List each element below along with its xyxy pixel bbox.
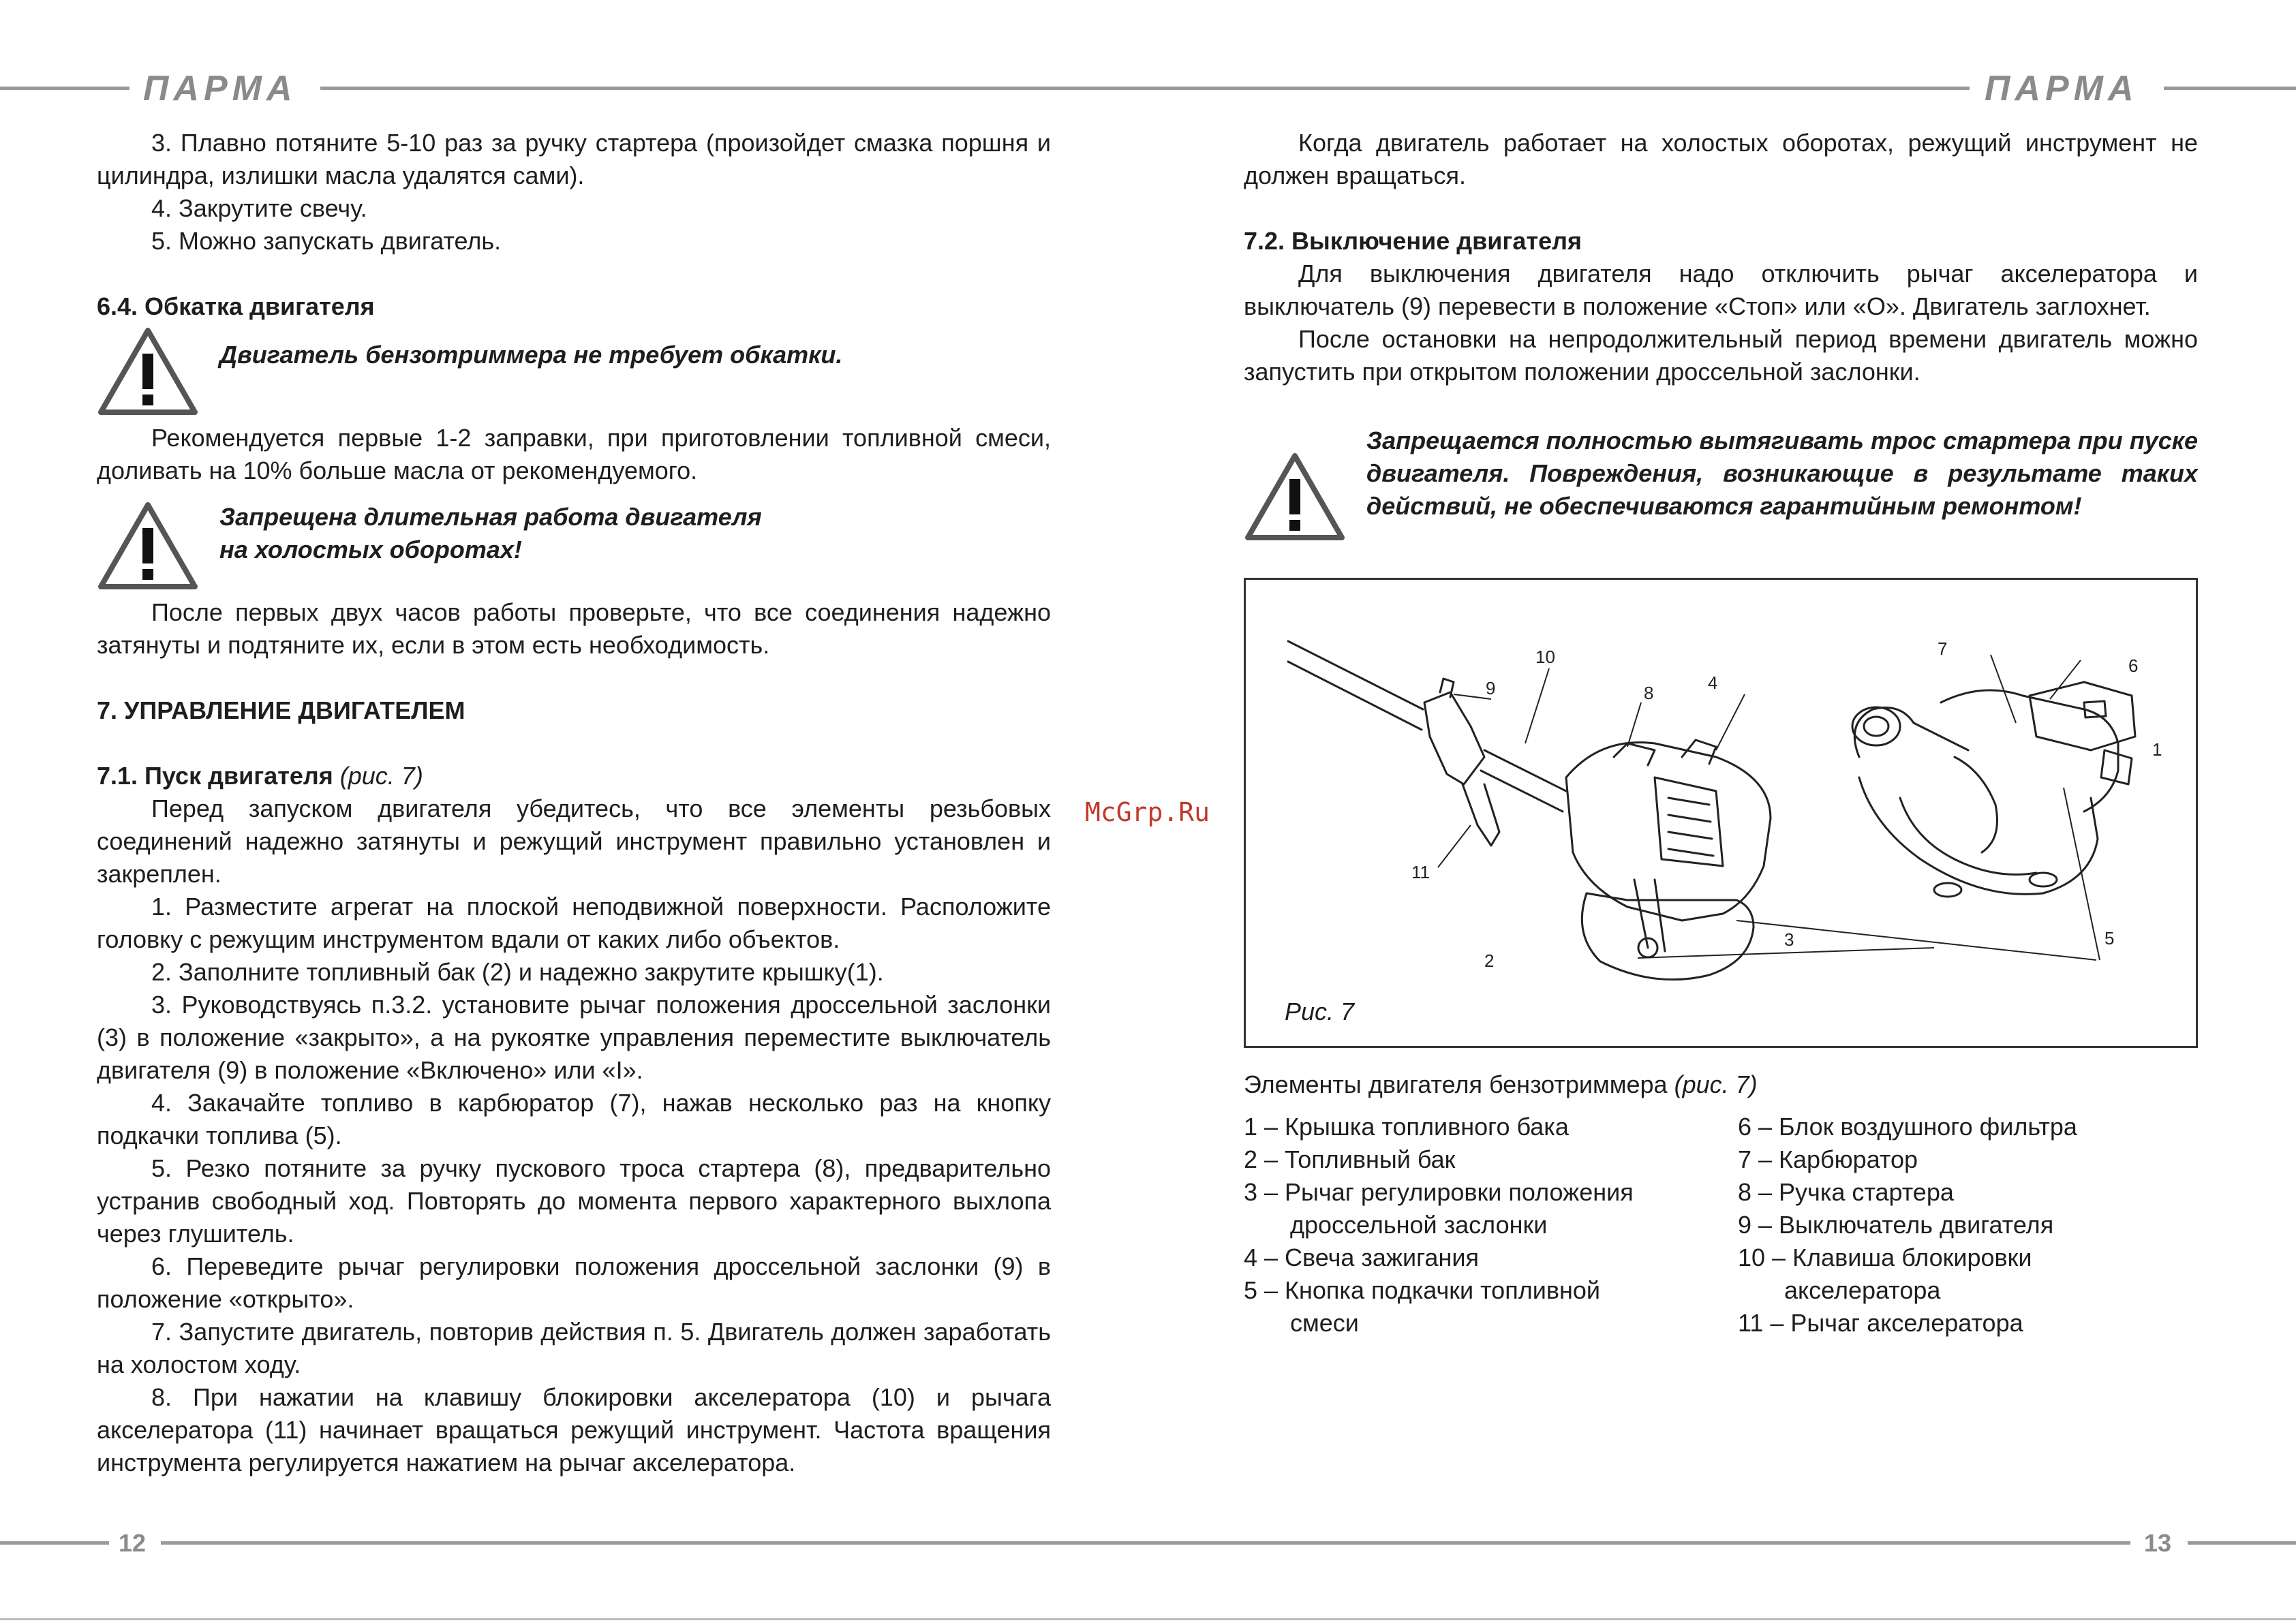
engine-diagram xyxy=(1246,580,2196,1046)
callout-9: 9 xyxy=(1486,678,1496,698)
figure-7 xyxy=(1244,578,2198,1048)
paragraph: Рекомендуется первые 1-2 заправки, при приготовлении топливной смеси, доливать на 10% больше масла от рекомендуемого. xyxy=(97,424,1051,484)
step-3: 3. Руководствуясь п.3.2. установите рычаг положения дроссельной заслонки (3) в положение «закрыто», а на рукоятке управления переместите выключатель двигателя (9) в положение «Включено» или «I». xyxy=(97,991,1051,1084)
legend-item-continued: дроссельной заслонки xyxy=(1290,1211,1548,1239)
warning-block xyxy=(97,501,1051,589)
step-4: 4. Закачайте топливо в карбюратор (7), нажав несколько раз на кнопку подкачки топлива (5). xyxy=(97,1089,1051,1149)
legend-item: 10 – Клавиша блокировки xyxy=(1738,1243,2032,1271)
paragraph: Для выключения двигателя надо отключить рычаг акселератора и выключатель (9) перевести в положение «Стоп» или «О». Двигатель заглохнет. xyxy=(1244,260,2198,320)
page-number-right: 13 xyxy=(2144,1529,2172,1557)
warning-triangle-icon xyxy=(97,326,199,416)
callout-4: 4 xyxy=(1708,673,1718,693)
warning-block xyxy=(97,326,1051,415)
callout-10: 10 xyxy=(1535,647,1555,667)
legend-item: 2 – Топливный бак xyxy=(1244,1145,1456,1173)
section-heading-7-1: 7.1. Пуск двигателя (рис. 7) xyxy=(97,762,423,790)
step-7: 7. Запустите двигатель, повторив действия п. 5. Двигатель должен заработать на холостом ходу. xyxy=(97,1318,1051,1378)
legend-item-continued: смеси xyxy=(1290,1309,1359,1337)
right-column xyxy=(1244,127,2198,529)
callout-3: 3 xyxy=(1784,929,1794,950)
section-heading-7-2: 7.2. Выключение двигателя xyxy=(1244,227,1582,255)
footer-rule-right xyxy=(2188,1541,2296,1545)
warning-triangle-icon xyxy=(97,501,199,591)
bottom-edge-rule xyxy=(0,1618,2296,1620)
section-heading-6-4: 6.4. Обкатка двигателя xyxy=(97,292,375,320)
legend-item: 5 – Кнопка подкачки топливной xyxy=(1244,1276,1600,1304)
legend-item: 7 – Карбюратор xyxy=(1738,1145,1918,1173)
legend-item: 3 – Рычаг регулировки положения xyxy=(1244,1178,1634,1206)
step-8: 8. При нажатии на клавишу блокировки акселератора (10) и рычага акселератора (11) начинает вращаться режущий инструмент. Частота вращения инструмента регулируется нажатием на рычаг акселератора. xyxy=(97,1383,1051,1477)
footer-rule-mid xyxy=(161,1541,2130,1545)
paragraph: 5. Можно запускать двигатель. xyxy=(151,227,502,255)
legend-item: 11 – Рычаг акселератора xyxy=(1738,1309,2023,1337)
warning-text-line-2: на холостых оборотах! xyxy=(219,536,522,563)
header-rule-right xyxy=(2164,87,2296,90)
left-column xyxy=(97,127,1051,1479)
callout-8: 8 xyxy=(1644,683,1654,703)
callout-6: 6 xyxy=(2128,655,2139,676)
legend-item: 9 – Выключатель двигателя xyxy=(1738,1211,2054,1239)
page-number-left: 12 xyxy=(119,1529,147,1557)
brand-logo-right: ПАРМА xyxy=(1985,69,2139,108)
legend-item: 1 – Крышка топливного бака xyxy=(1244,1113,1569,1141)
callout-1: 1 xyxy=(2152,739,2162,760)
paragraph: После остановки на непродолжительный период времени двигатель можно запустить при открытом положении дроссельной заслонки. xyxy=(1244,325,2198,386)
step-6: 6. Переведите рычаг регулировки положения дроссельной заслонки (9) в положение «открыто». xyxy=(97,1252,1051,1313)
header-rule-left-a xyxy=(0,87,129,90)
warning-text-line-1: Запрещена длительная работа двигателя xyxy=(219,503,762,531)
warning-triangle-icon xyxy=(1244,452,1346,542)
watermark: McGrp.Ru xyxy=(1085,797,1210,827)
paragraph: Перед запуском двигателя убедитесь, что все элементы резьбовых соединений надежно затянуты и режущий инструмент правильно установлен и закреплен. xyxy=(97,794,1051,888)
callout-11: 11 xyxy=(1411,862,1430,882)
paragraph: Когда двигатель работает на холостых оборотах, режущий инструмент не должен вращаться. xyxy=(1244,129,2198,189)
header-rule-mid xyxy=(320,87,1970,90)
callout-2: 2 xyxy=(1484,950,1495,971)
warning-text: Двигатель бензотриммера не требует обкатки. xyxy=(219,341,843,369)
figure-caption: Рис. 7 xyxy=(1285,998,1355,1025)
paragraph: 4. Закрутите свечу. xyxy=(151,194,367,222)
step-1: 1. Разместите агрегат на плоской неподвижной поверхности. Расположите головку с режущим инструментом вдали от каких либо объектов. xyxy=(97,893,1051,953)
legend-item-continued: акселератора xyxy=(1784,1276,1941,1304)
legend-item: 4 – Свеча зажигания xyxy=(1244,1243,1479,1271)
legend-right xyxy=(1738,1111,2201,1340)
warning-block xyxy=(1244,424,2198,523)
legend-left xyxy=(1244,1111,1734,1340)
paragraph: 3. Плавно потяните 5-10 раз за ручку стартера (произойдет смазка поршня и цилиндра, излишки масла удалятся сами). xyxy=(97,129,1051,189)
step-2: 2. Заполните топливный бак (2) и надежно закрутите крышку(1). xyxy=(151,958,884,986)
warning-text: Запрещается полностью вытягивать трос стартера при пуске двигателя. Повреждения, возникающие в результате таких действий, не обеспечиваются гарантийным ремонтом! xyxy=(1366,427,2198,520)
legend-item: 6 – Блок воздушного фильтра xyxy=(1738,1113,2077,1141)
footer-rule-left xyxy=(0,1541,109,1545)
step-5: 5. Резко потяните за ручку пускового троса стартера (8), предварительно устранив свободный ход. Повторять до момента первого характерного выхлопа через глушитель. xyxy=(97,1154,1051,1248)
legend-title: Элементы двигателя бензотриммера (рис. 7) xyxy=(1244,1070,1758,1098)
paragraph: После первых двух часов работы проверьте, что все соединения надежно затянуты и подтяните их, если в этом есть необходимость. xyxy=(97,598,1051,659)
brand-logo-left: ПАРМА xyxy=(143,69,297,108)
callout-5: 5 xyxy=(2104,928,2115,948)
callout-7: 7 xyxy=(1938,638,1948,659)
legend-item: 8 – Ручка стартера xyxy=(1738,1178,1954,1206)
chapter-heading-7: 7. УПРАВЛЕНИЕ ДВИГАТЕЛЕМ xyxy=(97,696,465,724)
